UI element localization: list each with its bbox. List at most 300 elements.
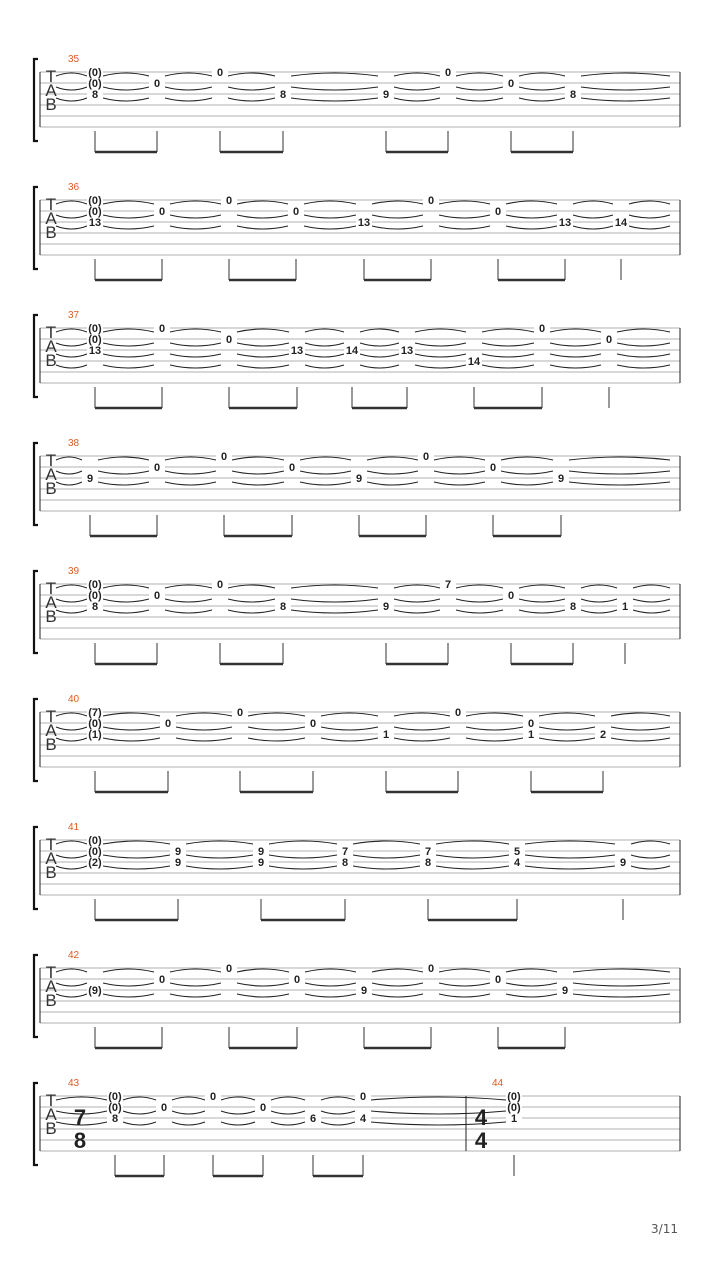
measure-number: 40 [68,694,80,705]
fret-number: 0 [158,974,166,986]
fret-number: 1 [510,1113,518,1125]
tie-curve [360,354,399,357]
tie-curve [232,457,284,460]
fret-number: 9 [355,473,363,485]
fret-number: 13 [290,345,304,357]
tie-curve [170,969,221,972]
tie-curve [170,365,221,368]
tie-curve [305,329,344,332]
tab-clef-letter: B [45,735,57,754]
tie-curve [221,1097,255,1100]
tie-curve [186,855,253,858]
system-brace [34,443,38,525]
tie-curve [305,354,344,357]
tie-curve [170,343,221,346]
fret-number: (1) [88,729,102,741]
fret-number: 0 [164,718,172,730]
fret-number: 9 [557,473,565,485]
tie-curve [367,471,418,474]
tie-curve [103,983,154,986]
tab-clef-letter: A [45,721,57,740]
tab-clef-letter: T [45,707,57,726]
tie-curve [103,354,154,357]
fret-number: 13 [88,217,102,229]
tie-curve [56,994,87,997]
tab-system [34,438,680,536]
tab-clef-letter: T [45,963,57,982]
tie-curve [56,87,87,90]
tie-curve [394,727,450,730]
page-number: 3/11 [651,1222,678,1236]
tie-curve [176,738,232,741]
tie-curve [103,969,154,972]
tie-curve [291,98,378,101]
tie-curve [291,87,378,90]
fret-number: (0) [507,1091,521,1103]
tie-curve [291,585,378,588]
tie-curve [360,343,399,346]
tie-curve [56,738,87,741]
fret-number: (9) [88,985,102,997]
tie-curve [56,969,87,972]
tie-curve [581,87,670,90]
tie-curve [436,841,509,844]
tie-curve [103,73,149,76]
system-brace [34,315,38,397]
fret-number: 7 [444,579,452,591]
tie-curve [353,866,420,869]
tab-system [34,950,680,1048]
fret-number: (0) [88,835,102,847]
tie-curve [300,457,351,460]
fret-number: 13 [400,345,414,357]
measure-number: 36 [68,182,80,193]
tie-curve [525,841,615,844]
tie-curve [439,201,490,204]
tie-curve [581,73,670,76]
tie-curve [123,1097,156,1100]
tab-system [34,310,680,408]
fret-number: 9 [619,857,627,869]
tie-curve [228,98,275,101]
tie-curve [360,329,399,332]
tie-curve [56,343,87,346]
tie-curve [456,599,503,602]
tie-curve [170,354,221,357]
tie-curve [103,727,160,730]
tab-clef-letter: A [45,209,57,228]
fret-number: 4 [513,857,521,869]
fret-number: 0 [220,451,228,463]
tab-clef-letter: B [45,1119,57,1138]
tie-curve [186,866,253,869]
fret-number: 14 [614,217,628,229]
fret-number: (0) [88,323,102,335]
fret-number: (7) [88,707,102,719]
tie-curve [165,610,212,613]
tie-curve [519,87,565,90]
fret-number: 0 [507,590,515,602]
tie-curve [248,738,305,741]
tie-curve [103,201,154,204]
tie-curve [550,354,601,357]
tie-curve [550,365,601,368]
fret-number: 0 [225,963,233,975]
tie-curve [56,855,87,858]
tie-curve [165,73,212,76]
tab-clef-letter: B [45,95,57,114]
tie-curve [617,343,670,346]
tie-curve [415,329,466,332]
measure-number: 42 [68,950,80,961]
tie-curve [506,969,557,972]
fret-number: 0 [225,195,233,207]
tie-curve [103,98,149,101]
tie-curve [617,365,670,368]
fret-number: 4 [359,1113,367,1125]
tie-curve [176,727,232,730]
tie-curve [103,866,170,869]
tie-curve [103,585,149,588]
fret-number: 0 [293,974,301,986]
tie-curve [372,994,423,997]
tie-curve [304,215,356,218]
measure-number: 44 [492,1078,504,1089]
fret-number: 13 [357,217,371,229]
tie-curve [170,201,221,204]
tie-curve [569,482,670,485]
tab-clef-letter: B [45,351,57,370]
tie-curve [56,354,87,357]
tie-curve [321,1111,355,1114]
tie-curve [539,727,595,730]
fret-number: 7 [424,846,432,858]
tie-curve [305,969,356,972]
tie-curve [304,226,356,229]
tab-system [34,822,680,920]
tie-curve [271,1122,305,1125]
tie-curve [305,994,356,997]
tie-curve [525,866,615,869]
tie-curve [456,98,503,101]
tie-curve [501,457,553,460]
tie-curve [237,365,289,368]
tie-curve [170,226,221,229]
tie-curve [629,226,670,229]
fret-number: 0 [216,67,224,79]
fret-number: 0 [153,78,161,90]
tie-curve [550,343,601,346]
fret-number: 0 [538,323,546,335]
tie-curve [269,866,337,869]
tie-curve [172,1097,205,1100]
fret-number: 0 [153,462,161,474]
tie-curve [103,610,149,613]
tie-curve [573,994,670,997]
tie-curve [103,87,149,90]
tie-curve [519,585,565,588]
tie-curve [394,599,440,602]
fret-number: 9 [174,846,182,858]
measure-number: 43 [68,1078,80,1089]
tie-curve [221,1122,255,1125]
fret-number: 0 [209,1091,217,1103]
tab-system [34,54,680,152]
fret-number: (0) [108,1102,122,1114]
tie-curve [56,585,87,588]
tie-curve [232,471,284,474]
tie-curve [506,215,557,218]
tie-curve [394,73,440,76]
fret-number: 8 [569,89,577,101]
tie-curve [573,983,670,986]
tie-curve [482,365,534,368]
tab-clef-letter: T [45,195,57,214]
fret-number: 8 [91,601,99,613]
tie-curve [165,585,212,588]
tie-curve [98,457,149,460]
fret-number: 9 [257,846,265,858]
tie-curve [221,1111,255,1114]
tie-curve [519,599,565,602]
fret-number: 9 [382,601,390,613]
time-signature-numerator: 4 [474,1105,488,1130]
tie-curve [305,365,344,368]
tie-curve [56,201,87,204]
tie-curve [103,226,154,229]
fret-number: (0) [88,718,102,730]
fret-number: 8 [279,89,287,101]
tie-curve [519,98,565,101]
fret-number: 2 [599,729,607,741]
tie-curve [611,727,670,730]
tab-clef-letter: T [45,835,57,854]
tie-curve [56,727,87,730]
tab-clef-letter: T [45,1091,57,1110]
tie-curve [631,841,670,844]
fret-number: (0) [88,846,102,858]
tab-clef-letter: B [45,223,57,242]
tab-system [34,694,680,792]
fret-number: 0 [494,974,502,986]
fret-number: (0) [88,67,102,79]
system-brace [34,1083,38,1165]
tie-curve [103,713,160,716]
fret-number: (0) [88,334,102,346]
tie-curve [123,1122,156,1125]
tie-curve [56,226,87,229]
tie-curve [228,87,275,90]
tab-system [34,1078,680,1176]
tab-clef-letter: T [45,451,57,470]
fret-number: 5 [513,846,521,858]
tie-curve [633,599,670,602]
tie-curve [291,73,378,76]
tie-curve [98,482,149,485]
fret-number: 0 [427,963,435,975]
tie-curve [228,73,275,76]
tie-curve [237,343,289,346]
fret-number: 0 [422,451,430,463]
tie-curve [482,354,534,357]
tie-curve [103,365,154,368]
fret-number: (0) [88,579,102,591]
fret-number: 0 [427,195,435,207]
tie-curve [170,329,221,332]
tie-curve [394,98,440,101]
fret-number: 0 [507,78,515,90]
tie-curve [633,610,670,613]
fret-number: 8 [569,601,577,613]
tie-curve [573,201,613,204]
tie-curve [439,226,490,229]
tie-curve [353,841,420,844]
tie-curve [186,841,253,844]
tie-curve [372,215,423,218]
tie-curve [434,471,485,474]
tie-curve [439,215,490,218]
tie-curve [466,713,523,716]
tie-curve [237,969,289,972]
tie-curve [539,738,595,741]
tie-curve [103,215,154,218]
tie-curve [269,855,337,858]
tie-curve [300,482,351,485]
measure-number: 39 [68,566,80,577]
tie-curve [466,727,523,730]
tie-curve [172,1111,205,1114]
tie-curve [56,599,87,602]
tie-curve [482,343,534,346]
fret-number: 0 [309,718,317,730]
tie-curve [56,841,87,844]
tab-clef-letter: A [45,1105,57,1124]
tie-curve [436,855,509,858]
tie-curve [372,201,423,204]
tie-curve [237,201,288,204]
tie-curve [394,610,440,613]
tie-curve [165,471,216,474]
fret-number: 9 [382,89,390,101]
measure-number: 38 [68,438,80,449]
fret-number: 7 [341,846,349,858]
fret-number: 14 [467,356,481,368]
system-brace [34,955,38,1037]
tie-curve [103,994,154,997]
tie-curve [321,727,378,730]
tie-curve [367,482,418,485]
tie-curve [394,738,450,741]
tie-curve [573,215,613,218]
tab-system [34,182,680,280]
tie-curve [321,738,378,741]
tie-curve [353,855,420,858]
tie-curve [415,365,466,368]
tie-curve [372,983,423,986]
tie-curve [456,585,503,588]
measure-number: 35 [68,54,80,65]
fret-number: 13 [558,217,572,229]
tie-curve [581,599,617,602]
tie-curve [56,713,87,716]
tie-curve [232,482,284,485]
tie-curve [103,343,154,346]
fret-number: 0 [225,334,233,346]
tie-curve [434,482,485,485]
tie-curve [228,610,275,613]
tie-curve [56,365,87,368]
tie-curve [103,329,154,332]
tab-system [34,566,680,664]
tie-curve [269,841,337,844]
tie-curve [434,457,485,460]
fret-number: 0 [158,323,166,335]
tie-curve [321,1122,355,1125]
tie-curve [123,1111,156,1114]
tie-curve [539,713,595,716]
tie-curve [271,1111,305,1114]
tie-curve [631,866,670,869]
tie-curve [237,983,289,986]
tie-curve [248,713,305,716]
fret-number: 8 [341,857,349,869]
tie-curve [506,226,557,229]
tie-curve [56,482,82,485]
tie-curve [394,713,450,716]
fret-number: (0) [108,1091,122,1103]
tie-curve [56,983,87,986]
tie-curve [367,457,418,460]
tie-curve [321,713,378,716]
tie-curve [506,201,557,204]
tie-curve [300,471,351,474]
fret-number: 8 [91,89,99,101]
tie-curve [165,98,212,101]
tie-curve [629,215,670,218]
fret-number: 0 [236,707,244,719]
tie-curve [372,969,423,972]
fret-number: 9 [257,857,265,869]
tie-curve [439,969,490,972]
tie-curve [519,610,565,613]
tab-clef-letter: T [45,67,57,86]
measure-number: 37 [68,310,80,321]
tie-curve [237,226,288,229]
tie-curve [228,599,275,602]
tie-curve [519,73,565,76]
time-signature-denominator: 8 [73,1128,87,1153]
tie-curve [573,969,670,972]
tab-clef-letter: A [45,849,57,868]
tie-curve [56,610,87,613]
tie-curve [56,98,87,101]
fret-number: (0) [507,1102,521,1114]
tie-curve [237,354,289,357]
fret-number: 0 [216,579,224,591]
tie-curve [439,994,490,997]
tie-curve [271,1097,305,1100]
measure-number: 41 [68,822,80,833]
tie-curve [633,585,670,588]
tab-clef-letter: B [45,607,57,626]
tie-curve [569,457,670,460]
tab-clef-letter: A [45,81,57,100]
tab-clef-letter: B [45,863,57,882]
tie-curve [581,610,617,613]
fret-number: (0) [88,206,102,218]
fret-number: 0 [158,206,166,218]
tie-curve [506,994,557,997]
